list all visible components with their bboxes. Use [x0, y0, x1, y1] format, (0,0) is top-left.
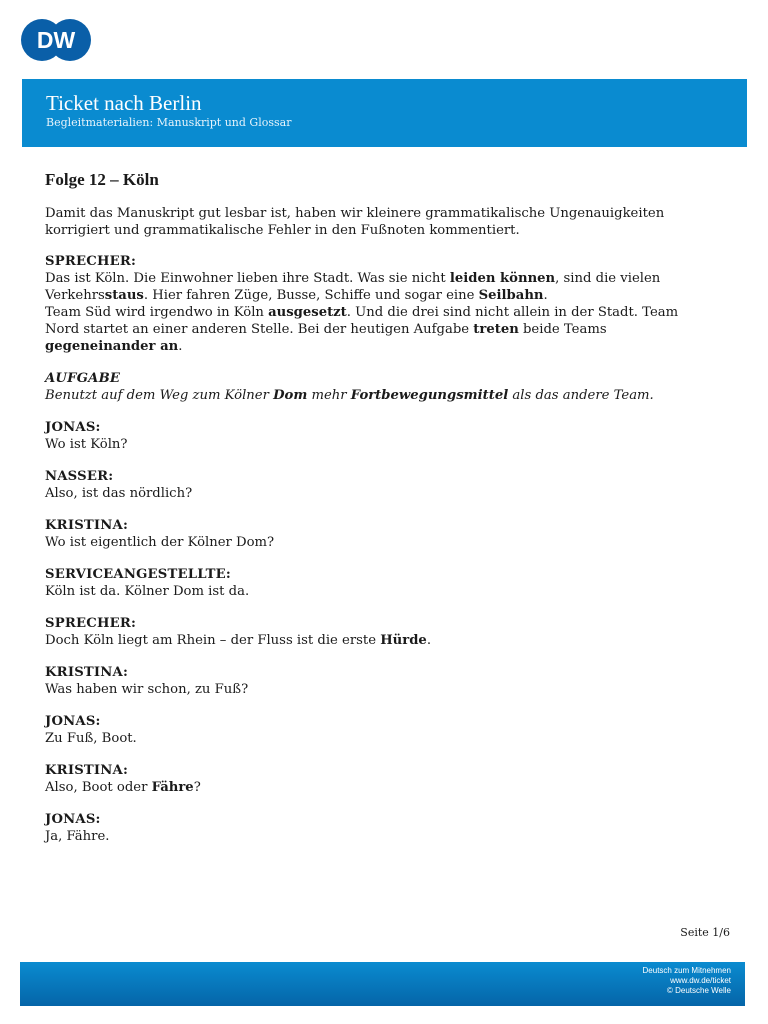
text-run: Benutzt auf dem Weg zum Kölner — [45, 388, 274, 403]
speaker-label: KRISTINA: — [45, 665, 129, 680]
glossary-term: Fortbewegungsmittel — [350, 388, 509, 403]
text-run: . Und die drei sind nicht allein in der Stadt. Team Nord startet an einer anderen Stelle. Bei der heutigen Aufgabe — [45, 305, 679, 337]
dialogue-block — [45, 419, 685, 453]
speaker-label: KRISTINA: — [45, 518, 129, 533]
series-title: Ticket nach Berlin — [46, 91, 202, 115]
speech-text — [45, 583, 685, 600]
text-run: als das andere Team. — [508, 388, 654, 403]
manuscript — [45, 169, 685, 860]
speaker-label: JONAS: — [45, 420, 101, 435]
speech-text — [45, 730, 685, 747]
text-run: Also, ist das nördlich? — [45, 486, 193, 501]
speech-text — [45, 387, 685, 404]
footer-url[interactable]: www.dw.de/ticket — [670, 976, 731, 985]
header-banner — [22, 79, 747, 147]
text-run: mehr — [307, 388, 351, 403]
task-block — [45, 370, 685, 404]
text-run: Ja, Fähre. — [45, 829, 110, 844]
speaker-label: AUFGABE — [45, 371, 121, 386]
episode-title: Folge 12 – Köln — [45, 170, 159, 189]
page-number: Seite 1/6 — [680, 926, 730, 939]
speech-text — [45, 270, 685, 355]
dialogue-block — [45, 615, 685, 649]
intro-paragraph: Damit das Manuskript gut lesbar ist, haben wir kleinere grammatikalische Ungenauigkeiten korrigiert und grammatikalische Fehler in den Fußnoten kommentiert. — [45, 206, 665, 238]
speech-text — [45, 779, 685, 796]
speaker-label: KRISTINA: — [45, 763, 129, 778]
series-subtitle: Begleitmaterialien: Manuskript und Glossar — [46, 116, 292, 129]
dialogue-block — [45, 468, 685, 502]
speech-text — [45, 485, 685, 502]
dialogue-block — [45, 517, 685, 551]
dialogue-block — [45, 713, 685, 747]
text-run: Team Süd wird irgendwo in Köln — [45, 305, 269, 320]
dialogue-block — [45, 811, 685, 845]
text-run: beide Teams — [518, 322, 607, 337]
text-run: , sind die vielen Verkehrs — [45, 271, 661, 303]
text-run: . — [426, 633, 432, 648]
speech-text — [45, 681, 685, 698]
glossary-term: leiden können — [449, 271, 556, 286]
dialogue-block — [45, 253, 685, 355]
glossary-term: ausgesetzt — [268, 305, 347, 320]
text-run: . — [178, 339, 183, 354]
footer-series: Deutsch zum Mitnehmen — [642, 966, 731, 975]
text-run: Köln ist da. Kölner Dom ist da. — [45, 584, 250, 599]
dialogue-block — [45, 762, 685, 796]
speaker-label: SPRECHER: — [45, 254, 137, 269]
text-run: Wo ist eigentlich der Kölner Dom? — [45, 535, 275, 550]
glossary-term: Fähre — [151, 780, 194, 795]
speaker-label: SERVICEANGESTELLTE: — [45, 567, 232, 582]
text-run: Doch Köln liegt am Rhein – der Fluss ist die erste — [45, 633, 381, 648]
speech-text — [45, 828, 685, 845]
text-run: Wo ist Köln? — [45, 437, 128, 452]
text-run: ? — [193, 780, 201, 795]
glossary-term: Hürde — [380, 633, 427, 648]
text-run: . Hier fahren Züge, Busse, Schiffe und sogar eine — [143, 288, 479, 303]
glossary-term: Seilbahn — [478, 288, 544, 303]
text-run: Zu Fuß, Boot. — [45, 731, 137, 746]
text-run: . — [543, 288, 548, 303]
speech-text — [45, 436, 685, 453]
glossary-term: treten — [473, 322, 519, 337]
dialogue-block — [45, 566, 685, 600]
dialogue-block — [45, 664, 685, 698]
dw-logo-text: DW — [36, 27, 76, 53]
speech-text — [45, 632, 685, 649]
dialogue-list — [45, 253, 685, 845]
speech-text — [45, 534, 685, 551]
text-run: Das ist Köln. Die Einwohner lieben ihre Stadt. Was sie nicht — [45, 271, 450, 286]
glossary-term: Dom — [273, 388, 308, 403]
speaker-label: JONAS: — [45, 714, 101, 729]
speaker-label: SPRECHER: — [45, 616, 137, 631]
text-run: Was haben wir schon, zu Fuß? — [45, 682, 249, 697]
glossary-term: staus — [104, 288, 144, 303]
text-run: Also, Boot oder — [45, 780, 152, 795]
footer-copyright: © Deutsche Welle — [667, 986, 731, 995]
footer-banner — [20, 962, 745, 1006]
speaker-label: NASSER: — [45, 469, 114, 484]
dw-logo — [20, 18, 92, 62]
glossary-term: gegeneinander an — [45, 339, 179, 354]
speaker-label: JONAS: — [45, 812, 101, 827]
